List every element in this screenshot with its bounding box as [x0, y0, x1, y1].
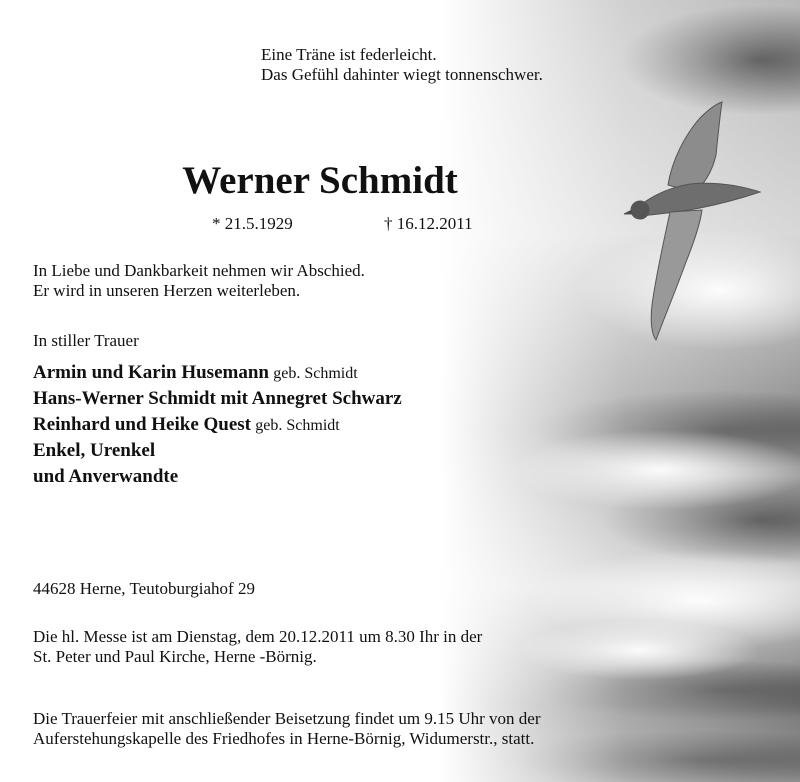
- funeral-line-2: Auferstehungskapelle des Friedhofes in Herne-Börnig, Widumerstr., statt.: [33, 729, 535, 748]
- farewell-line-2: Er wird in unseren Herzen weiterleben.: [33, 281, 301, 300]
- address: 44628 Herne, Teutoburgiahof 29: [33, 579, 255, 598]
- motto-line-1: Eine Träne ist federleicht.: [261, 45, 437, 64]
- funeral-line-1: Die Trauerfeier mit anschließender Beisetzung findet um 9.15 Uhr von der: [33, 709, 541, 728]
- farewell-line-1: In Liebe und Dankbarkeit nehmen wir Abschied.: [33, 261, 365, 280]
- birth-date: * 21.5.1929: [212, 214, 293, 233]
- mourner-row: [33, 362, 358, 384]
- mourner-row: [33, 388, 402, 410]
- mourner-row: [33, 466, 178, 488]
- mourner-row: [33, 440, 155, 462]
- deceased-name: Werner Schmidt: [182, 159, 458, 202]
- mass-line-1: Die hl. Messe ist am Dienstag, dem 20.12.2011 um 8.30 Ihr in der: [33, 627, 483, 646]
- mourner-name: Armin und Karin Husemann: [33, 362, 269, 383]
- mourner-note: geb. Schmidt: [273, 365, 358, 382]
- mourner-note: geb. Schmidt: [255, 417, 340, 434]
- mourning-intro: In stiller Trauer: [33, 331, 139, 350]
- mourner-name: Reinhard und Heike Quest: [33, 414, 252, 435]
- mourner-row: [33, 414, 340, 436]
- mass-line-2: St. Peter und Paul Kirche, Herne -Börnig.: [33, 647, 317, 666]
- mourner-name: und Anverwandte: [33, 466, 179, 487]
- death-date: † 16.12.2011: [384, 214, 473, 233]
- mourner-name: Hans-Werner Schmidt mit Annegret Schwarz: [33, 388, 402, 409]
- mourner-name: Enkel, Urenkel: [33, 440, 156, 461]
- motto-line-2: Das Gefühl dahinter wiegt tonnenschwer.: [261, 65, 543, 84]
